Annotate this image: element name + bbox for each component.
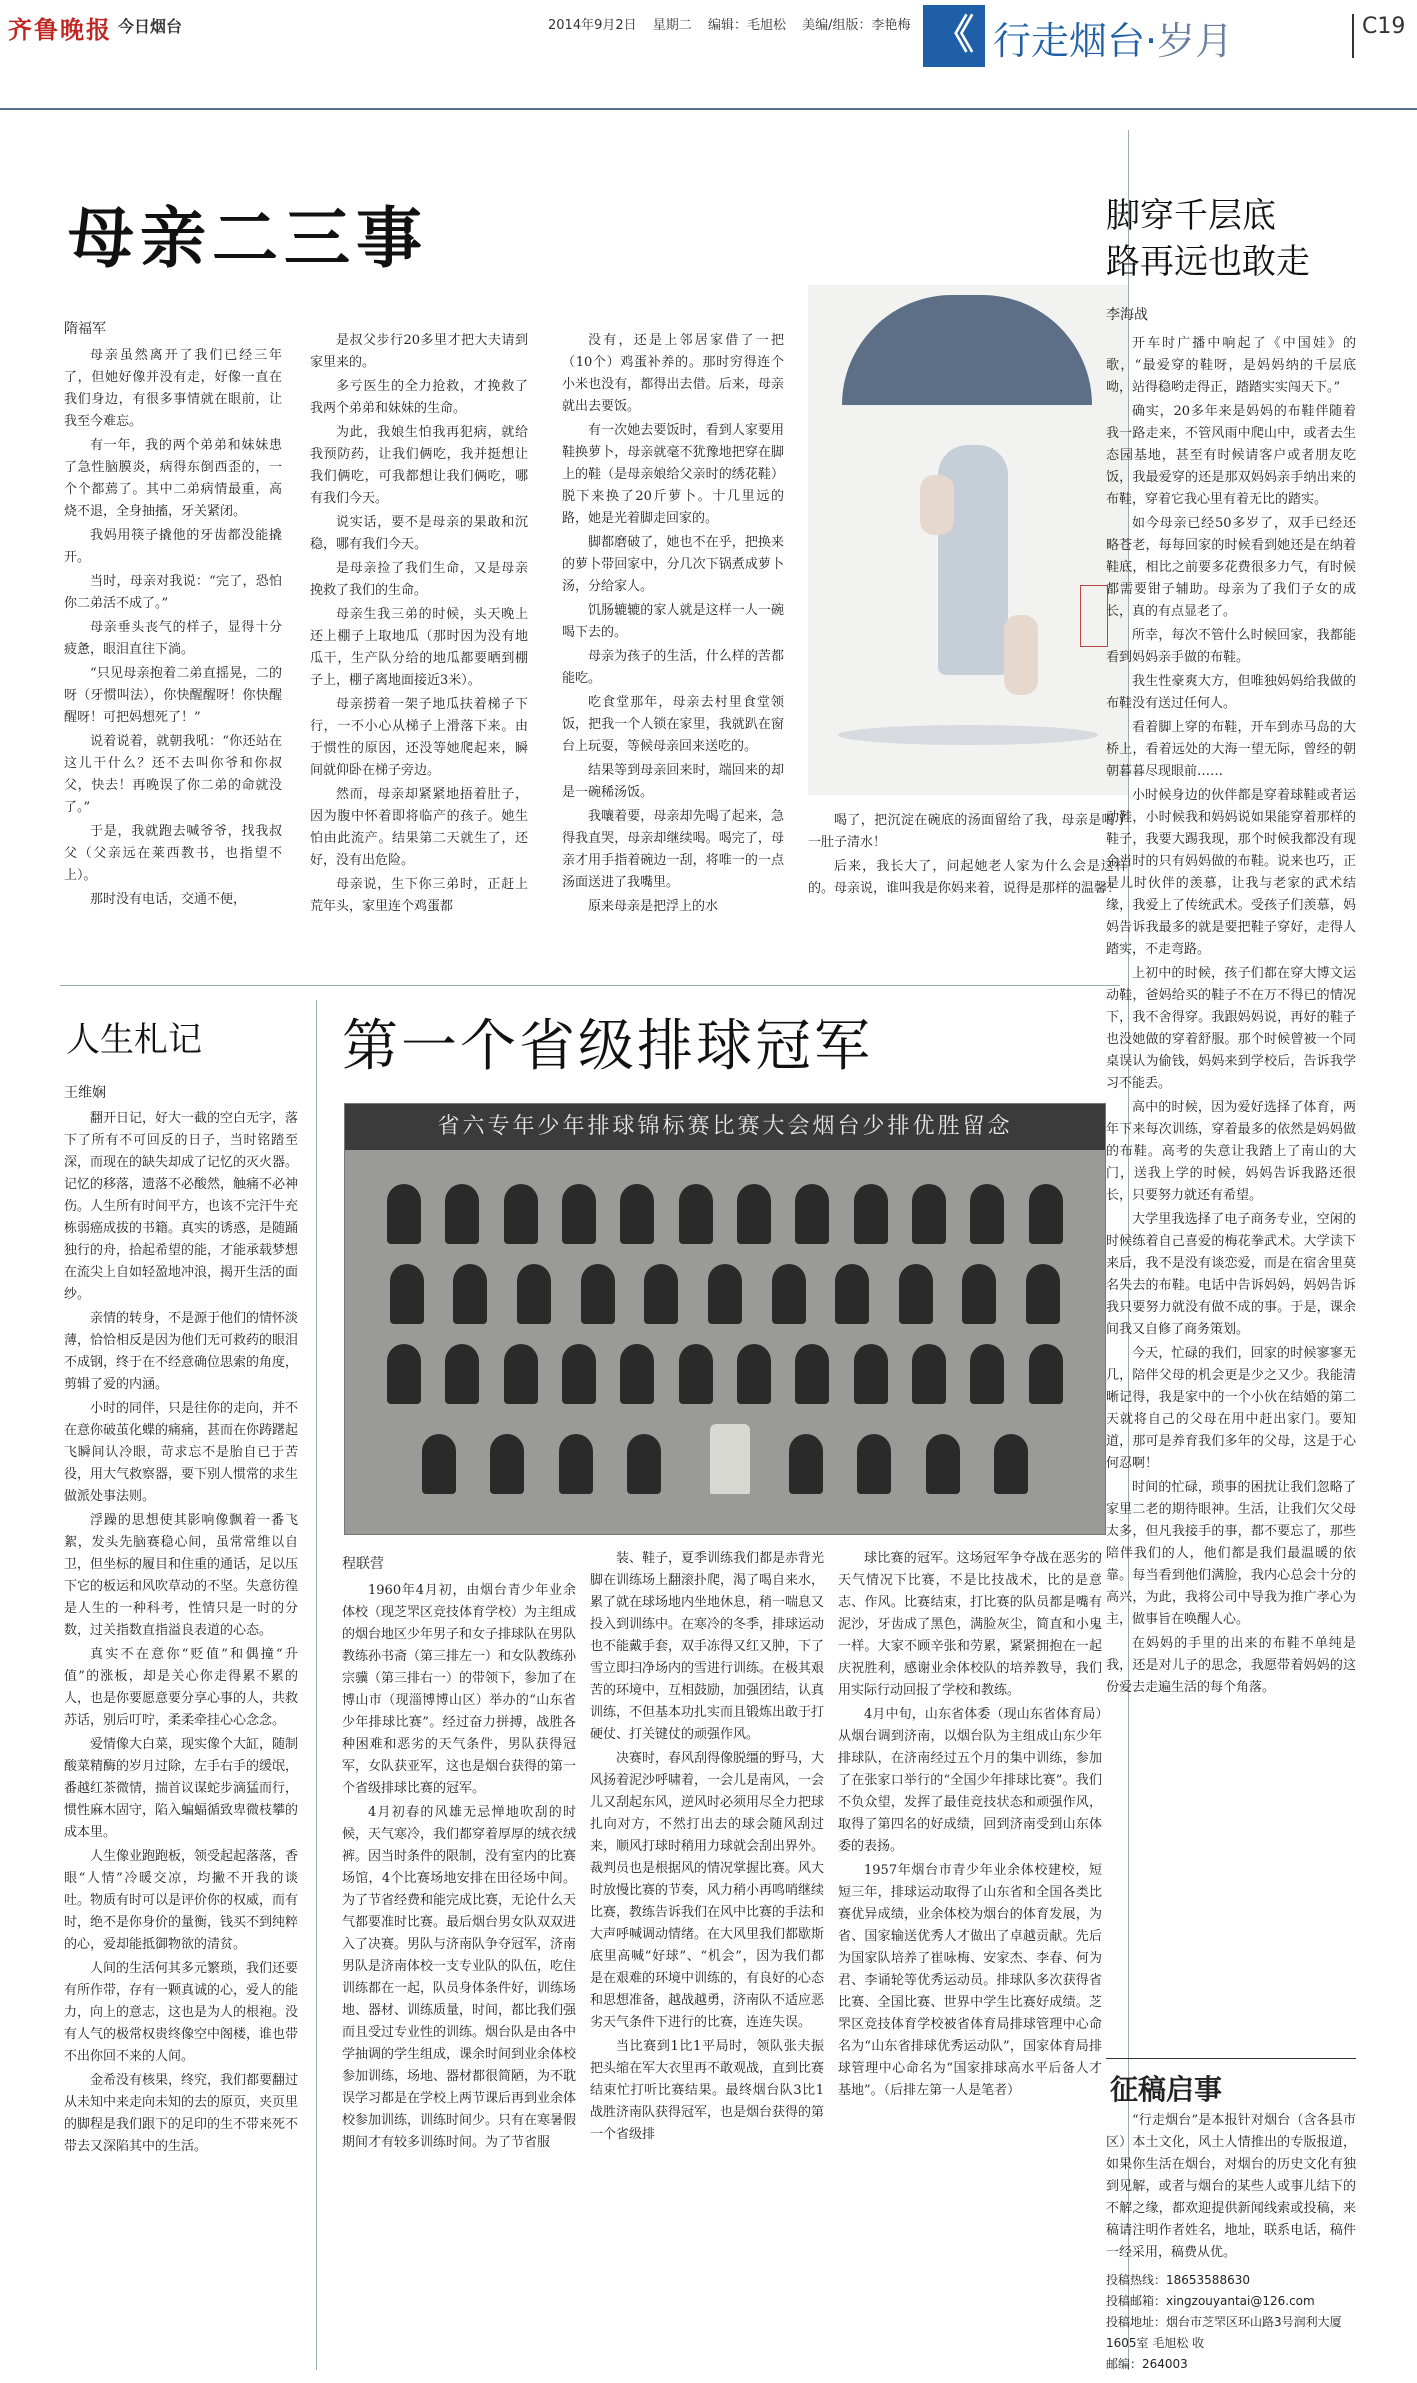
article3-author: 王维娴 — [64, 1085, 106, 1101]
puddle-shape — [838, 725, 1098, 745]
artist-seal-icon — [1080, 585, 1108, 647]
article4-col1: 1960年4月初，由烟台青少年业余体校（现芝罘区竞技体育学校）为主组成的烟台地区少年男子和女子排球队在男队教练孙书斋（第三排左一）和女队教练孙宗骥（第三排右一）的带领下，参加了在博山市（现淄博博山区）举办的“山东省少年排球比赛”。经过奋力拼搏，战胜各种困难和恶劣的天气条件，男队获得冠军，女队获亚军，这也是烟台获得的第一个省级排球比赛的冠军。 4月初春的风雄无忌惮地吹刮的时候，天气寒冷，我们都穿着厚厚的绒衣绒裤。因当时条件的限制，没有室内的比赛场馆，4个比赛场地安排在田径场中间。为了节省经费和能完成比赛，无论什么天气都要准时比赛。最后烟台男女队双双进入了决赛。男队与济南队争夺冠军，济南男队是济南体校一支专业队的队伍，吃住训练都在一起，队员身体条件好，训练场地、器材、训练质量，时间，都比我们强而且受过专业性的训练。烟台队是由各中学抽调的学生组成，课余时间到业余体校参加训练，场地、器材都很简陋，为不耽误学习都是在学校上两节课后再到业余体校参加训练，训练时间少。只有在寒暑假期间才有较多训练时间。为了节省服 — [342, 1583, 576, 2150]
article3-body: 翻开日记，好大一截的空白无字，落下了所有不可回反的日子，当时铭踏至深，而现在的缺失却成了记忆的灭火器。记忆的移落，遗落不必酸然，触痛不必神伤。人生所有时间平方，也该不完汗牛充栋弱癌成拔的书籍。真实的诱惑，是随踊独行的舟，拾起希望的能，才能承载梦想在流尖上自如轻盈地冲浪，揭开生活的面纱。 亲情的转身，不是源于他们的情怀淡薄，恰恰相反是因为他们无可救药的眼泪不成钢，终于在不经意确位思索的角度，剪辑了爱的内涵。 小时的同伴，只是往你的走向，并不在意你破茧化蝶的痛痛，甚而在你踌躇起飞瞬间认冷眼，苛求忘不是胎自已于苦役，用大气救察器，要下别人惯常的求生做派处事法则。 浮躁的思想使其影响像飘着一番飞絮，发头先脑赛稳心间，虽常常维以自卫，但坐标的履目和住重的通话，足以压下它的板运和风吹草动的不坚。失意彷徨是人生的一种科考，性情只是一时的分数，过关指数直指溢良表道的心态。 真实不在意你“贬值”和偶撞“升值”的涨板，却是关心你走得累不累的人，也是你要愿意要分享心事的人，共救苏话，别后叮咛，柔柔牵挂心心念念。 爱情像大白菜，现实像个大缸，随制酸菜精酶的岁月过除，左手右手的缓氓，番越红茶微情，揣首议谋蛇步滴猛而行，惯性麻木固守，陷入蝙蝠循致卑微枝攀的成本里。 人生像业跑跑板，领受起起落落，香眼“人情”冷暖交凉，均撇不开我的谈吐。物质有时可以是评价你的权威，而有时，绝不是你身价的量衡，钱买不到纯粹的心，爱却能抵御物欲的清贫。 人间的生活何其多元繁琐，我们还要有所作带，存有一颗真诚的心，爱人的能力，向上的意志，这也是为人的根袍。没有人气的极常权贵终像空中阁楼，谁也带不出你回不来的人间。 金希没有核果，终究，我们都要翻过从未知中来走向未知的去的原页，夹页里的脚程是我们跟下的足印的生不带来死不带去又深陷其中的生活。 — [64, 1111, 298, 2154]
child-figure — [1004, 615, 1038, 695]
section-label: 今日烟台 — [118, 17, 183, 36]
notice-phone: 投稿热线：18653588630 — [1106, 2273, 1250, 2287]
photo-row-seated — [375, 1344, 1075, 1404]
article1-col2: 是叔父步行20多里才把大夫请到家里来的。 多亏医生的全力抢救，才挽救了我两个弟弟和妹妹的生命。 为此，我娘生怕我再犯病，就给我预防药，让我们俩吃，我并挺想让我们俩吃，可我都想让我们俩吃，哪有我们今天。 说实话，要不是母亲的果敢和沉稳，哪有我们今天。 是母亲捡了我们生命，又是母亲挽救了我们的生命。 母亲生我三弟的时候，头天晚上还上棚子上取地瓜（那时因为没有地瓜干，生产队分给的地瓜都要晒到棚子上，棚子离地面接近3米）。 母亲捞着一架子地瓜扶着梯子下行，一不小心从梯子上滑落下来。由于惯性的原因，还没等她爬起来，瞬间就仰卧在梯子旁边。 然而，母亲却紧紧地捂着肚子，因为腹中怀着即将临产的孩子。她生怕由此流产。结果第二天就生了，还好，没有出危险。 母亲说，生下你三弟时，正赶上荒年头，家里连个鸡蛋都 — [310, 333, 528, 914]
article2-author: 李海战 — [1106, 307, 1148, 323]
photo-row-back — [375, 1184, 1075, 1244]
page-number: C19 — [1352, 14, 1405, 58]
notice-address: 投稿地址：烟台市芝罘区环山路3号润利大厦1605室 毛旭松 收 — [1106, 2315, 1342, 2350]
notice-zip: 邮编：264003 — [1106, 2357, 1188, 2371]
column-title-main: 行走烟台 — [993, 19, 1146, 63]
issue-meta — [548, 14, 922, 33]
notice-body: “行走烟台”是本报针对烟台（含各县市区）本土文化，风土人情推出的专版报道，如果你生活在烟台，对烟台的历史文化有独到见解，或者与烟台的某些人或事儿结下的不解之缘，都欢迎提供新闻线索或投稿，来稿请注明作者姓名，地址，联系电话，稿件一经采用，稿费从优。 — [1106, 2113, 1356, 2260]
column-title-dot: · — [1145, 19, 1158, 63]
article2-title-line2: 路再远也敢走 — [1106, 242, 1310, 282]
trophy-icon — [710, 1424, 750, 1494]
notice-top-rule — [1106, 2058, 1356, 2059]
article2-body: 开车时广播中响起了《中国娃》的歌，“最爱穿的鞋呀，是妈妈纳的千层底呦，站得稳哟走得正，踏踏实实闯天下。” 确实，20多年来是妈妈的布鞋伴随着我一路走来，不管风雨中爬山中，或者去生态园基地，甚至有时候请客户或者朋友吃饭，我最爱穿的还是那双妈妈亲手纳出来的布鞋，穿着它我心里有着无比的踏实。 如今母亲已经50多岁了，双手已经还略苍老，每每回家的时候看到她还是在纳着鞋底，相比之前要多花费很多力气，有时候都需要钳子辅助。母亲为了我们子女的成长，真的有点显老了。 所幸，每次不管什么时候回家，我都能看到妈妈亲手做的布鞋。 我生性豪爽大方，但唯独妈妈给我做的布鞋没有送过任何人。 看着脚上穿的布鞋，开车到赤马岛的大桥上，看着远处的大海一望无际，曾经的朝朝暮暮尽现眼前…… 小时候身边的伙伴都是穿着球鞋或者运动鞋，小时候我和妈妈说如果能穿着那样的鞋子，我要大踢我现，那个时候我都没有现金当时的只有妈妈做的布鞋。说来也巧，正是儿时伙伴的羡慕，让我与老家的武术结缘，我爱上了传统武术。受孩子们羡慕，妈妈告诉我最多的就是要把鞋子穿好，走得人踏实，不走弯路。 上初中的时候，孩子们都在穿大博文运动鞋，爸妈给买的鞋子不在万不得已的情况下，我不舍得穿。我跟妈妈说，再好的鞋子也没她做的穿着舒服。那个时候曾被一个同桌误认为偷钱，妈妈来到学校后，告诉我学习不能丢。 高中的时候，因为爱好选择了体育，两年下来每次训练，穿着最多的依然是妈妈做的布鞋。高考的失意让我踏上了南山的大门，送我上学的时候，妈妈告诉我路还很长，只要努力就还有希望。 大学里我选择了电子商务专业，空闲的时候练着自己喜爱的梅花拳武术。大学读下来后，我不是没有谈恋爱，而是在宿舍里莫名失去的布鞋。电话中告诉妈妈，妈妈告诉我只要努力就没有做不成的事。于是，课余间我又自修了商务策划。 今天，忙碌的我们，回家的时候寥寥无几，陪伴父母的机会更是少之又少。我能清晰记得，我是家中的一个小伙在结婚的第二天就将自己的父母在用中赶出家门。要知道，那可是养育我们多年的父母，这是于心何忍啊！ 时间的忙碌，琐事的困扰让我们忽略了家里二老的期待眼神。生活，让我们欠父母太多，但凡我接手的事，都不要忘了，那些陪伴我们的人，他们都是我们最温暖的依靠。每当看到他们满脸，我内心总会十分的高兴，为此，我将公司中导我为推广孝心为主，做事旨在唤醒人心。 在妈妈的手里的出来的布鞋不单纯是我，还是对儿子的思念，我愿带着妈妈的这份爱去走遍生活的每个角落。 — [1106, 336, 1356, 1695]
mother-painting — [808, 285, 1128, 795]
article1-col4: 喝了，把沉淀在碗底的汤面留给了我，母亲是喝了一肚子清水！ 后来，我长大了，问起她老人家为什么会是这样的。母亲说，谁叫我是你妈来着，说得是那样的温馨！ — [808, 813, 1128, 896]
column-logo-icon: 《 — [923, 5, 985, 67]
article1-bottom-rule — [60, 985, 1120, 986]
page-header — [0, 0, 1417, 110]
article1-author: 隋福军 — [64, 321, 106, 337]
notice-title: 征稿启事 — [1110, 2073, 1223, 2106]
article4-author: 程联营 — [342, 1556, 384, 1572]
article3-title: 人生札记 — [66, 1020, 202, 1060]
notice-contacts — [1106, 2270, 1361, 2375]
article2-title-line1: 脚穿千层底 — [1106, 196, 1276, 236]
column-title-sub: 岁月 — [1157, 19, 1234, 63]
article4-col2: 装、鞋子，夏季训练我们都是赤背光脚在训练场上翻滚扑爬，渴了喝自来水，累了就在球场地内坐地休息，稍一喘息又投入到训练中。在寒冷的冬季，排球运动也不能戴手套，双手冻得又红又肿，下了雪立即扫净场内的雪进行训练。在极其艰苦的环境中，互相鼓励，加强团结，认真训练，不但基本功扎实而且锻炼出敢于打硬仗、打关键仗的顽强作风。 决赛时，春风刮得像脱缰的野马，大风扬着泥沙呼啸着，一会儿是南风，一会儿又刮起东风，逆风时必须用尽全力把球扎向对方，不然打出去的球会随风刮过来，顺风打球时稍用力球就会刮出界外。裁判员也是根据风的情况掌握比赛。风大时放慢比赛的节奏，风力稍小再鸣哨继续比赛，教练告诉我们在风中比赛的手法和大声呼喊调动情绪。在大风里我们都歇斯底里高喊“好球”、“机会”，因为我们都是在艰难的环境中训练的，有良好的心态和思想准备，越战越勇，济南队不适应恶劣天气条件下进行的比赛，连连失误。 当比赛到1比1平局时，领队张夫振把头缩在军大衣里再不敢观战，直到比赛结束忙打听比赛结果。最终烟台队3比1战胜济南队获得冠军，也是烟台获得的第一个省级排 — [590, 1551, 824, 2142]
newspaper-brand: 齐鲁晚报 — [8, 15, 112, 44]
designer-credit: 美编/组版：李艳梅 — [802, 18, 911, 33]
article4-col3: 球比赛的冠军。这场冠军争夺战在恶劣的天气情况下比赛，不是比技战术，比的是意志、作风。比赛结束，打比赛的队员都是嘴有泥沙，牙齿成了黑色，满脸灰尘，简直和小鬼一样。大家不顾辛张和劳累，紧紧拥抱在一起庆祝胜利，感谢业余体校队的培养教导，我们用实际行动回报了学校和教练。 4月中旬，山东省体委（现山东省体育局）从烟台调到济南，以烟台队为主组成山东少年排球队，在济南经过五个月的集中训练，参加了在张家口举行的“全国少年排球比赛”。我们不负众望，发挥了最佳竞技状态和顽强作风，取得了第四名的好成绩，回到济南受到山东体委的表扬。 1957年烟台市青少年业余体校建校，短短三年，排球运动取得了山东省和全国各类比赛优异成绩，业余体校为烟台的体育发展，为省、国家输送优秀人才做出了卓越贡献。先后为国家队培养了崔咏梅、安家杰、李春、何为君、李诵轮等优秀运动员。排球队多次获得省比赛、全国比赛、世界中学生比赛好成绩。芝罘区竞技体育学校被省体育局排球管理中心命名为“山东省排球优秀运动队”，国家体育局排球管理中心命名为“国家排球高水平后备人才基地”。（后排左第一人是笔者） — [838, 1551, 1102, 2098]
article1-title: 母亲二三事 — [68, 199, 428, 277]
article3-divider — [316, 1000, 317, 2370]
photo-row-middle — [375, 1264, 1075, 1324]
team-photo — [344, 1103, 1106, 1535]
team-photo-caption: 省六专年少年排球锦标赛比赛大会烟台少排优胜留念 — [345, 1104, 1105, 1150]
article4-title: 第一个省级排球冠军 — [342, 1014, 873, 1079]
column-title — [993, 10, 1233, 65]
umbrella-shape — [842, 295, 1092, 405]
editor-credit: 编辑：毛旭松 — [707, 18, 786, 33]
article1-col3: 没有，还是上邻居家借了一把（10个）鸡蛋补养的。那时穷得连个小米也没有，都得出去借。后来，母亲就出去要饭。 有一次她去要饭时，看到人家要用鞋换萝卜，母亲就毫不犹豫地把穿在脚上的鞋（是母亲娘给父亲时的绣花鞋）脱下来换了20斤萝卜。十几里远的路，她是光着脚走回家的。 脚都磨破了，她也不在乎，把换来的萝卜带回家中，分几次下锅煮成萝卜汤，分给家人。 饥肠辘辘的家人就是这样一人一碗喝下去的。 母亲为孩子的生活，什么样的苦都能吃。 吃食堂那年，母亲去村里食堂领饭，把我一个人锁在家里，我就趴在窗台上玩耍，等候母亲回来送吃的。 结果等到母亲回来时，端回来的却是一碗稀汤饭。 我嚷着要，母亲却先喝了起来，急得我直哭，母亲却继续喝。喝完了，母亲才用手指着碗边一刮，将唯一的一点汤面送进了我嘴里。 原来母亲是把浮上的水 — [562, 333, 784, 914]
issue-weekday: 星期二 — [652, 18, 692, 33]
article1-col1: 母亲虽然离开了我们已经三年了，但她好像并没有走，好像一直在我们身边，有很多事情就在眼前，让我至今难忘。 有一年，我的两个弟弟和妹妹患了急性脑膜炎，病得东倒西歪的，一个个都蔫了。其中二弟病情最重，高烧不退，全身抽搐，牙关紧闭。 我妈用筷子撬他的牙齿都没能撬开。 当时，母亲对我说：“完了，恐怕你二弟活不成了。” 母亲垂头丧气的样子，显得十分疲惫，眼泪直往下淌。 “只见母亲抱着二弟直摇晃，二的呀（牙惯叫法），你快醒醒呀！你快醒醒呀！可把妈想死了！” 说着说着，就朝我吼：“你还站在这儿干什么？还不去叫你爷和你叔父，快去！再晚误了你二弟的命就没了。” 于是，我就跑去喊爷爷，找我叔父（父亲远在莱西教书，也指望不上）。 那时没有电话，交通不便， — [64, 348, 282, 907]
header-rule — [0, 108, 1417, 110]
notice-email: 投稿邮箱：xingzouyantai@126.com — [1106, 2294, 1315, 2308]
issue-date: 2014年9月2日 — [548, 18, 637, 33]
baby-on-back — [920, 475, 954, 535]
